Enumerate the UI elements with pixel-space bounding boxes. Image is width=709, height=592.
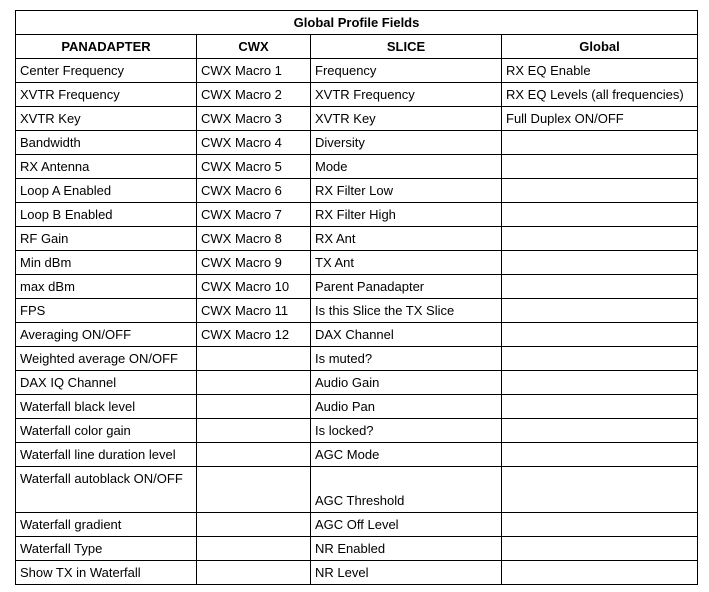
cell-panadapter: RF Gain <box>16 227 197 251</box>
table-row <box>16 131 698 155</box>
cell-panadapter: Show TX in Waterfall <box>16 561 197 585</box>
cell-global <box>502 371 698 395</box>
cell-slice: AGC Off Level <box>311 513 502 537</box>
cell-panadapter: XVTR Key <box>16 107 197 131</box>
cell-global <box>502 537 698 561</box>
cell-panadapter: Min dBm <box>16 251 197 275</box>
cell-slice: AGC Threshold <box>311 467 502 513</box>
cell-global: RX EQ Levels (all frequencies) <box>502 83 698 107</box>
cell-slice: RX Filter Low <box>311 179 502 203</box>
cell-global: Full Duplex ON/OFF <box>502 107 698 131</box>
cell-global <box>502 323 698 347</box>
cell-slice: NR Enabled <box>311 537 502 561</box>
cell-global <box>502 467 698 513</box>
table-row <box>16 203 698 227</box>
cell-slice: RX Ant <box>311 227 502 251</box>
profile-fields-sheet <box>15 10 698 585</box>
cell-cwx: CWX Macro 9 <box>197 251 311 275</box>
cell-panadapter: RX Antenna <box>16 155 197 179</box>
cell-panadapter: Waterfall gradient <box>16 513 197 537</box>
cell-global <box>502 443 698 467</box>
table-body <box>16 59 698 585</box>
cell-slice: RX Filter High <box>311 203 502 227</box>
cell-panadapter: Averaging ON/OFF <box>16 323 197 347</box>
cell-global <box>502 251 698 275</box>
cell-panadapter: Weighted average ON/OFF <box>16 347 197 371</box>
cell-panadapter: XVTR Frequency <box>16 83 197 107</box>
cell-global <box>502 395 698 419</box>
cell-global <box>502 299 698 323</box>
cell-global <box>502 227 698 251</box>
cell-cwx: CWX Macro 6 <box>197 179 311 203</box>
cell-panadapter: DAX IQ Channel <box>16 371 197 395</box>
cell-panadapter: Waterfall line duration level <box>16 443 197 467</box>
cell-slice: Diversity <box>311 131 502 155</box>
table-row <box>16 227 698 251</box>
cell-panadapter: Waterfall black level <box>16 395 197 419</box>
cell-slice: NR Level <box>311 561 502 585</box>
cell-global <box>502 347 698 371</box>
cell-global <box>502 179 698 203</box>
table-row <box>16 443 698 467</box>
cell-cwx <box>197 443 311 467</box>
cell-panadapter: Waterfall autoblack ON/OFF <box>16 467 197 513</box>
table-row <box>16 513 698 537</box>
cell-panadapter: Loop B Enabled <box>16 203 197 227</box>
cell-slice: XVTR Key <box>311 107 502 131</box>
cell-global <box>502 275 698 299</box>
cell-slice: Is this Slice the TX Slice <box>311 299 502 323</box>
title-row <box>16 11 698 35</box>
header-global: Global <box>502 35 698 59</box>
cell-slice: Mode <box>311 155 502 179</box>
cell-global <box>502 203 698 227</box>
table-row <box>16 395 698 419</box>
cell-cwx: CWX Macro 1 <box>197 59 311 83</box>
cell-global <box>502 131 698 155</box>
cell-slice: DAX Channel <box>311 323 502 347</box>
table-row <box>16 59 698 83</box>
cell-slice: XVTR Frequency <box>311 83 502 107</box>
cell-cwx: CWX Macro 7 <box>197 203 311 227</box>
cell-slice: Audio Pan <box>311 395 502 419</box>
table-row <box>16 275 698 299</box>
header-slice: SLICE <box>311 35 502 59</box>
table-row <box>16 251 698 275</box>
cell-cwx: CWX Macro 3 <box>197 107 311 131</box>
global-profile-fields-table <box>15 10 698 585</box>
cell-panadapter: Bandwidth <box>16 131 197 155</box>
cell-slice: Audio Gain <box>311 371 502 395</box>
cell-cwx <box>197 537 311 561</box>
table-row <box>16 347 698 371</box>
cell-global <box>502 513 698 537</box>
cell-global: RX EQ Enable <box>502 59 698 83</box>
cell-global <box>502 155 698 179</box>
cell-cwx: CWX Macro 5 <box>197 155 311 179</box>
cell-cwx: CWX Macro 2 <box>197 83 311 107</box>
cell-panadapter: Waterfall Type <box>16 537 197 561</box>
cell-cwx: CWX Macro 4 <box>197 131 311 155</box>
cell-cwx <box>197 513 311 537</box>
table-row <box>16 537 698 561</box>
cell-slice: AGC Mode <box>311 443 502 467</box>
table-row <box>16 179 698 203</box>
cell-cwx <box>197 561 311 585</box>
cell-cwx <box>197 419 311 443</box>
cell-panadapter: Center Frequency <box>16 59 197 83</box>
table-row <box>16 371 698 395</box>
header-panadapter: PANADAPTER <box>16 35 197 59</box>
cell-slice: Is locked? <box>311 419 502 443</box>
cell-cwx: CWX Macro 10 <box>197 275 311 299</box>
cell-cwx: CWX Macro 12 <box>197 323 311 347</box>
table-row <box>16 467 698 513</box>
table-row <box>16 299 698 323</box>
cell-panadapter: Loop A Enabled <box>16 179 197 203</box>
table-row <box>16 155 698 179</box>
cell-slice: Parent Panadapter <box>311 275 502 299</box>
cell-cwx <box>197 371 311 395</box>
cell-slice: TX Ant <box>311 251 502 275</box>
cell-cwx <box>197 467 311 513</box>
cell-slice: Frequency <box>311 59 502 83</box>
cell-panadapter: FPS <box>16 299 197 323</box>
table-row <box>16 323 698 347</box>
cell-panadapter: max dBm <box>16 275 197 299</box>
cell-cwx: CWX Macro 8 <box>197 227 311 251</box>
header-row <box>16 35 698 59</box>
header-cwx: CWX <box>197 35 311 59</box>
cell-panadapter: Waterfall color gain <box>16 419 197 443</box>
table-title: Global Profile Fields <box>16 11 698 35</box>
cell-cwx <box>197 395 311 419</box>
cell-cwx: CWX Macro 11 <box>197 299 311 323</box>
cell-global <box>502 419 698 443</box>
cell-slice: Is muted? <box>311 347 502 371</box>
table-row <box>16 561 698 585</box>
cell-cwx <box>197 347 311 371</box>
cell-global <box>502 561 698 585</box>
table-row <box>16 419 698 443</box>
table-row <box>16 107 698 131</box>
table-row <box>16 83 698 107</box>
